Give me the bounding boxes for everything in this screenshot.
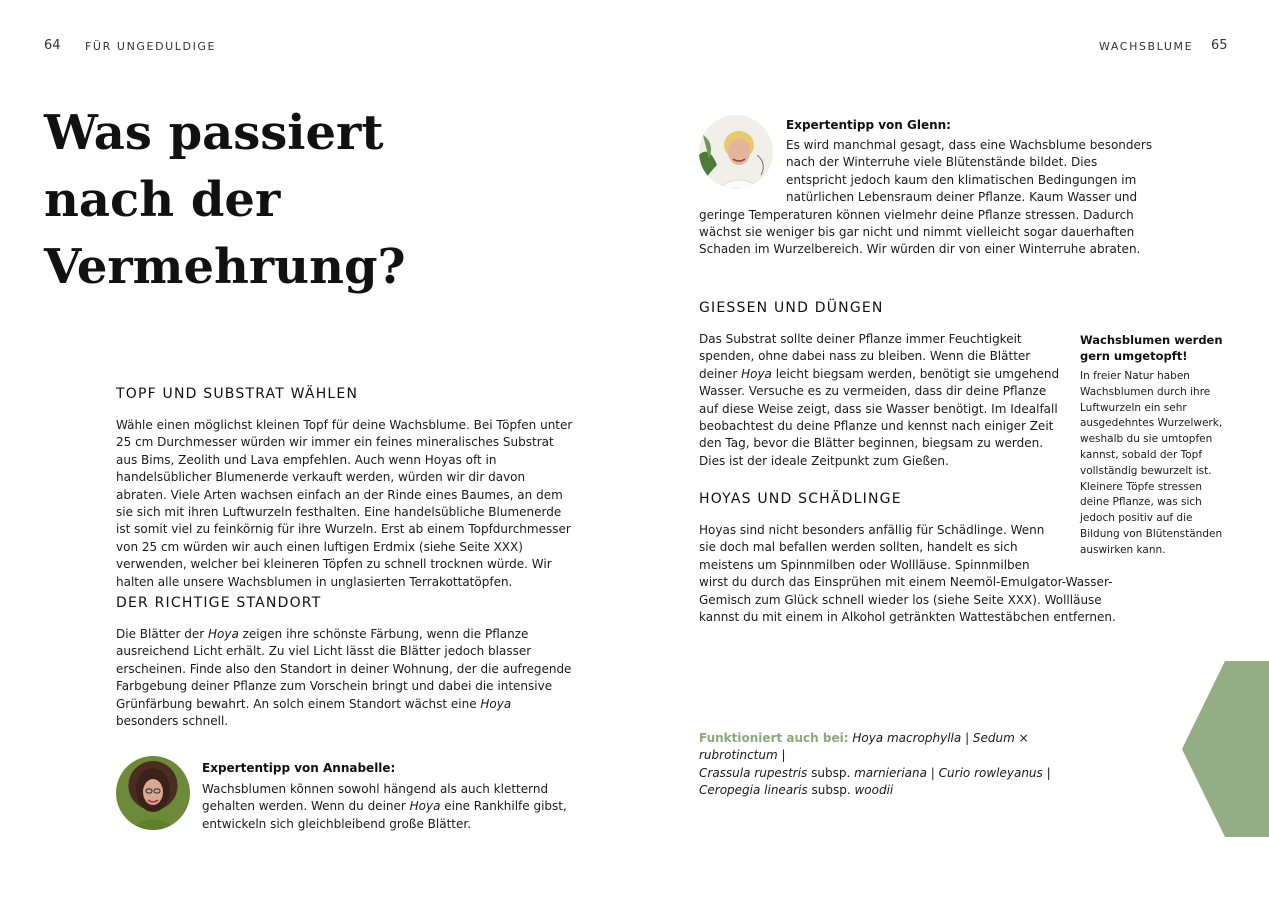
separator: | <box>777 748 786 763</box>
species-ceropegia-subsp: subsp. <box>807 783 855 798</box>
text-standort <box>116 626 574 730</box>
separator: | <box>961 731 973 745</box>
separator: | <box>1042 765 1051 780</box>
right-running-head: WACHSBLUME <box>1099 40 1194 53</box>
tip-annabelle-part-2: eine Rankhilfe gibst, entwickeln sich gleichbleibend große Blätter. <box>202 799 567 831</box>
text-standort-part-1: Die Blätter der <box>116 627 208 641</box>
text-giessen-part-2: leicht biegsam werden, benötigt sie umgehend Wasser. Versuche es zu vermeiden, dass dir deine Pflanze auf diese Weise zeigt, dass sie Wasser benötigt. Im Idealfall beobachtest du deine Pflanze und kennst nach einiger Zeit den Tag, bevor die Blätter beginnen, biegsam zu werden. Dies ist der ideale Zeitpunkt zum Gießen. <box>699 366 1060 468</box>
text-standort-italic-2: Hoya <box>480 696 512 711</box>
sidebar-title: Wachsblumen werden gern umgetopft! <box>1080 333 1223 363</box>
text-topf-substrat: Wähle einen möglichst kleinen Topf für deine Wachsblume. Bei Töpfen unter 25 cm Durchmesser würden wir immer ein feines mineralisches Substrat aus Bims, Zeolith und Lava empfehlen. Auch wenn Hoyas oft in handelsüblicher Blumenerde verkauft werden, würden wir dir davon abraten. Viele Arten wachsen einfach an der Rinde eines Baumes, an dem sie sich mit ihren Luftwurzeln festhalten. Eine handelsübliche Blumenerde ist somit viel zu feinkörnig für ihre Wurzeln. Erst ab einem Topfdurchmesser von 25 cm würden wir auch einen luftigen Erdmix (siehe Seite XXX) verwenden, welcher bei kleineren Töpfen zu schnell trocknen würde. Wir halten alle unsere Wachsblumen in unglasierten Terrakottatöpfen. <box>116 418 573 589</box>
avatar-annabelle <box>116 756 190 830</box>
tip-glenn-text: Es wird manchmal gesagt, dass eine Wachsblume besonders nach der Winterruhe viele Blütenstände bildet. Dies entspricht jedoch kaum den klimatischen Bedingungen im natürlichen Lebensraum deiner Pflanze. Kaum Wasser und geringe Temperaturen können vielmehr deine Pflanze stressen. Dadurch wächst sie weniger bis gar nicht und nimmt vielleicht sogar dauerhaften Schaden im Wurzelbereich. Wir würden dir von einer Winterruhe abraten. <box>699 138 1153 257</box>
heading-standort: DER RICHTIGE STANDORT <box>116 595 322 611</box>
text-giessen-duengen <box>699 331 1061 470</box>
species-ceropegia-linearis: Ceropegia linearis <box>699 783 808 798</box>
heading-topf-substrat: TOPF UND SUBSTRAT WÄHLEN <box>116 386 359 402</box>
text-giessen-italic: Hoya <box>741 366 772 381</box>
sidebar-text: In freier Natur haben Wachsblumen durch ihre Luftwurzeln ein sehr ausgedehntes Wurzelwerk, weshalb du sie umtopfen kannst, sobald der Topf vollständig bewurzelt ist. Kleinere Töpfe stressen deine Pflanze, was sich jedoch positiv auf die Bildung von Blütenständen auswirken kann. <box>1080 370 1223 556</box>
species-crassula-sub: marnieriana <box>854 765 927 780</box>
avatar-wrap-spacer <box>699 137 786 205</box>
tip-annabelle-italic: Hoya <box>409 799 441 814</box>
text-schaedlinge-block <box>699 522 1139 626</box>
text-standort-part-3: besonders schnell. <box>116 714 229 729</box>
text-giessen-part-1: Das Substrat sollte deiner Pflanze immer Feuchtigkeit spenden, ohne dabei nass zu bleiben. Wenn die Blätter deiner <box>699 332 1031 381</box>
species-crassula-subsp: subsp. <box>807 765 855 780</box>
right-page-number: 65 <box>1211 38 1228 53</box>
portrait-icon <box>116 756 190 830</box>
page-title: Was passiert nach der Vermehrung? <box>44 105 406 295</box>
tip-annabelle-part-1: Wachsblumen können sowohl hängend als auch kletternd gehalten werden. Wenn du deiner <box>202 782 549 814</box>
species-hoya-macrophylla: Hoya macrophylla <box>852 731 962 745</box>
tip-annabelle-text <box>202 781 572 833</box>
heading-giessen-duengen: GIESSEN UND DÜNGEN <box>699 300 884 316</box>
tip-glenn-title: Expertentipp von Glenn: <box>786 118 951 132</box>
tip-annabelle-title: Expertentipp von Annabelle: <box>202 761 396 775</box>
text-standort-italic-1: Hoya <box>207 627 239 641</box>
species-ceropegia-sub: woodii <box>854 783 894 798</box>
separator: | <box>926 765 939 780</box>
text-schaedlinge: Hoyas sind nicht besonders anfällig für Schädlinge. Wenn sie doch mal befallen werden sollten, handelt es sich meistens um Spinnmilben oder Wollläuse. Spinnmilben wirst du durch das Einsprühen mit einem Neemöl-Emulgator-Wasser-Gemisch zum Glück schnell wieder los (siehe Seite XXX). Wollläuse kannst du mit einem in Alkohol getränkten Wattestäbchen entfernen. <box>699 523 1116 625</box>
also-works-list <box>699 730 1099 800</box>
species-curio-rowleyanus: Curio rowleyanus <box>938 765 1043 780</box>
text-standort-part-2: zeigen ihre schönste Färbung, wenn die Pflanze ausreichend Licht erhält. Zu viel Licht lässt die Blätter jedoch blasser erscheinen. Finde also den Standort in deiner Wohnung, der die aufregende Farbgebung deiner Pflanze zum Vorschein bringt und dabei die intensive Grünfärbung bewahrt. An solch einem Standort wächst eine <box>116 627 572 711</box>
hexagon-accent-shape <box>1180 661 1269 837</box>
left-running-head: FÜR UNGEDULDIGE <box>85 40 217 53</box>
heading-schaedlinge: HOYAS UND SCHÄDLINGE <box>699 491 902 507</box>
tip-glenn-text-block <box>699 137 1159 259</box>
also-works-label: Funktioniert auch bei: <box>699 731 849 745</box>
species-crassula-rupestris: Crassula rupestris <box>699 765 808 780</box>
left-page-number: 64 <box>44 38 61 53</box>
species-sedum-rubrotinctum: Sedum × rubrotinctum <box>699 731 1029 763</box>
